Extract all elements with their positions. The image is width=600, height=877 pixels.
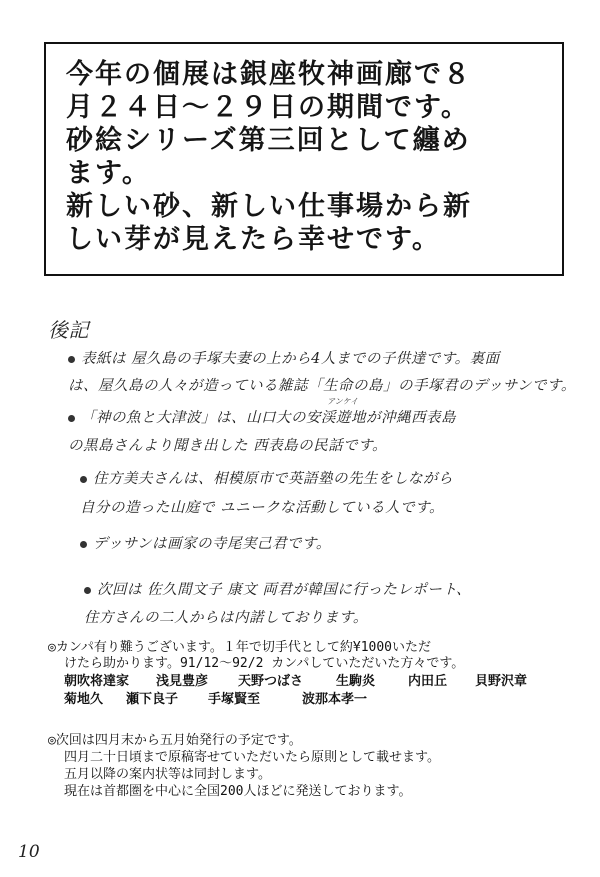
next-issue-line: 四月二十日頃まで原稿寄せていただいたら原則として載せます。 [64, 750, 440, 765]
thanks-line: けたら助かります。91/12〜92/2 カンパしていただいた方々です。 [64, 656, 465, 671]
donor-name: 手塚賢至 [208, 692, 261, 707]
postscript-title: 後記 [48, 318, 89, 342]
donor-name: 貝野沢章 [475, 674, 528, 689]
announcement-line: しい芽が見えたら幸せです。 [66, 224, 441, 255]
postscript-line: デッサンは画家の寺尾実己君です。 [80, 532, 331, 553]
next-issue-line: 現在は首都圏を中心に全国200人ほどに発送しております。 [64, 784, 412, 799]
postscript-line: 「神の魚と大津波」は、山口大の安渓遊地が沖縄西表島 [68, 406, 456, 427]
donor-name: 波那本孝一 [302, 692, 368, 707]
announcement-line: 砂絵シリーズ第三回として纏め [66, 125, 471, 156]
postscript-line: 自分の造った山庭で ユニークな活動している人です。 [80, 500, 444, 516]
next-issue-line: ◎次回は四月末から五月始発行の予定です。 [48, 733, 302, 748]
postscript-line: 住方さんの二人からは内諾しております。 [84, 610, 368, 626]
postscript-line: 次回は 佐久間文子 康文 両君が韓国に行ったレポート、 [84, 578, 471, 599]
postscript-ruby: アンケイ [327, 397, 358, 406]
donor-name: 天野つばさ [238, 674, 304, 689]
postscript-line: 住方美夫さんは、相模原市で英語塾の先生をしながら [80, 467, 453, 488]
donor-name: 内田丘 [408, 674, 448, 689]
thanks-line: ◎カンパ有り難うございます。１年で切手代として約¥1000いただ [48, 640, 432, 655]
postscript-line: の黒島さんより聞き出した 西表島の民話です。 [68, 438, 387, 454]
announcement-box [44, 42, 564, 276]
announcement-line: 今年の個展は銀座牧神画廊で８ [66, 59, 472, 90]
postscript-line: 表紙は 屋久島の手塚夫妻の上から4人までの子供達です。裏面 [68, 347, 500, 368]
donor-name: 生駒炎 [336, 674, 376, 689]
donor-name: 浅見豊彦 [156, 674, 209, 689]
announcement-line: 新しい砂、新しい仕事場から新 [66, 191, 472, 222]
donor-name: 瀬下良子 [126, 692, 179, 707]
announcement-line: ます。 [66, 158, 151, 189]
next-issue-line: 五月以降の案内状等は同封します。 [64, 767, 271, 782]
donor-name: 朝吹将達家 [64, 674, 130, 689]
postscript-line: は、屋久島の人々が造っている雑誌「生命の島」の手塚君のデッサンです。 [68, 378, 576, 394]
page-number: 10 [18, 842, 40, 862]
announcement-line: 月２４日〜２９日の期間です。 [66, 92, 470, 123]
donor-name: 菊地久 [64, 692, 104, 707]
